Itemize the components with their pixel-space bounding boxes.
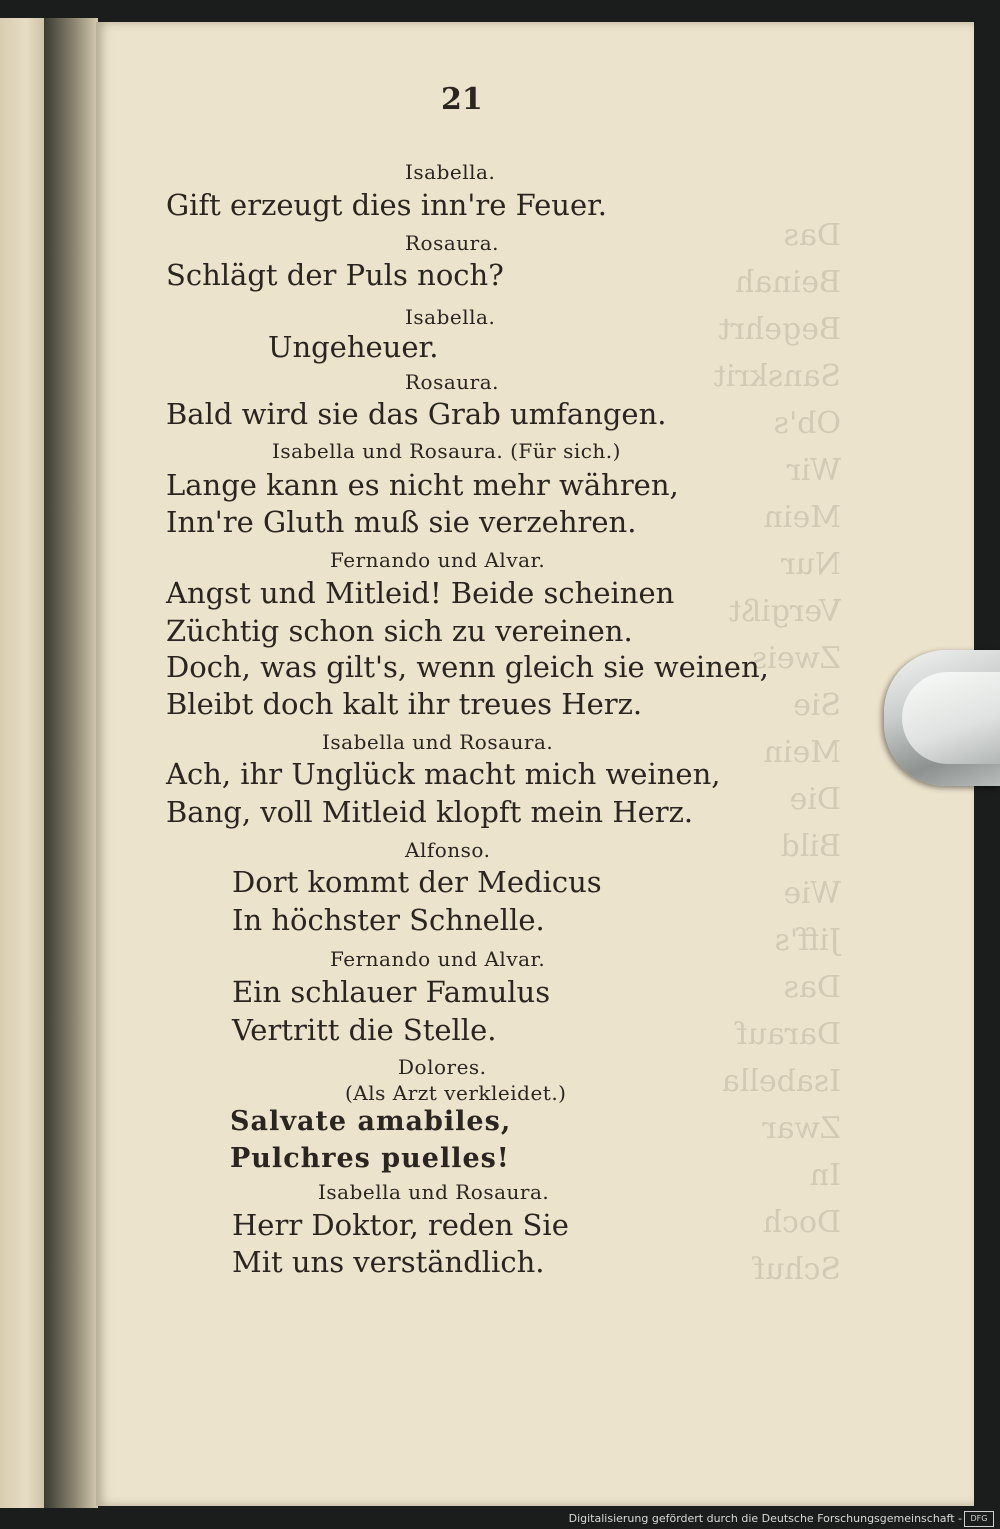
book-gutter — [44, 18, 98, 1508]
verse-line: Gift erzeugt dies inn're Feuer. — [166, 188, 608, 222]
verse-line: In höchster Schnelle. — [232, 903, 545, 937]
verse-line: Herr Doktor, reden Sie — [232, 1208, 569, 1242]
speaker-heading: Isabella und Rosaura. — [322, 730, 554, 754]
latin-verse-line: Pulchres puelles! — [230, 1143, 510, 1174]
verse-line: Angst und Mitleid! Beide scheinen — [166, 576, 675, 610]
verse-line: Dort kommt der Medicus — [232, 865, 602, 899]
bleed-through-text: Das Beinah Begehrt Sanskrit Ob's Wir Mein Nur Vergißt Zweis Sie Mein Die Bild Wie Jiff's Das Darauf Isabella Zwar In Doch Schuf — [713, 218, 841, 1287]
speaker-heading: Fernando und Alvar. — [330, 548, 546, 572]
verse-line: Bang, voll Mitleid klopft mein Herz. — [166, 795, 694, 829]
speaker-heading: Isabella und Rosaura. (Für sich.) — [272, 439, 621, 463]
verse-line: Züchtig schon sich zu vereinen. — [166, 614, 633, 648]
page-clip-highlight — [902, 672, 1000, 764]
verse-line: Lange kann es nicht mehr währen, — [166, 468, 679, 502]
page-clip — [884, 650, 1000, 786]
dfg-logo: DFG — [964, 1511, 994, 1527]
page-number: 21 — [441, 82, 483, 117]
verse-line: Inn're Gluth muß sie verzehren. — [166, 505, 637, 539]
speaker-heading: Isabella. — [405, 160, 496, 184]
verse-line: Ach, ihr Unglück macht mich weinen, — [166, 757, 721, 791]
speaker-heading: Rosaura. — [405, 231, 500, 255]
verse-line: Bleibt doch kalt ihr treues Herz. — [166, 687, 643, 721]
verse-line: Vertritt die Stelle. — [232, 1013, 497, 1047]
speaker-heading: Isabella. — [405, 305, 496, 329]
verse-line: Mit uns verständlich. — [232, 1245, 545, 1279]
verse-line: Ungeheuer. — [268, 330, 439, 364]
speaker-heading: Rosaura. — [405, 370, 500, 394]
speaker-heading: Fernando und Alvar. — [330, 947, 546, 971]
digitization-credit: Digitalisierung gefördert durch die Deutsche Forschungsgemeinschaft - — [568, 1512, 962, 1525]
verse-line: Bald wird sie das Grab umfangen. — [166, 397, 667, 431]
stage-direction: (Als Arzt verkleidet.) — [345, 1081, 567, 1105]
verse-line: Doch, was gilt's, wenn gleich sie weinen, — [166, 650, 769, 684]
speaker-heading: Isabella und Rosaura. — [318, 1180, 550, 1204]
left-page-edge — [0, 18, 46, 1508]
latin-verse-line: Salvate amabiles, — [230, 1106, 512, 1137]
speaker-heading: Dolores. — [398, 1055, 487, 1079]
speaker-heading: Alfonso. — [405, 838, 491, 862]
verse-line: Schlägt der Puls noch? — [166, 258, 504, 292]
verse-line: Ein schlauer Famulus — [232, 975, 551, 1009]
